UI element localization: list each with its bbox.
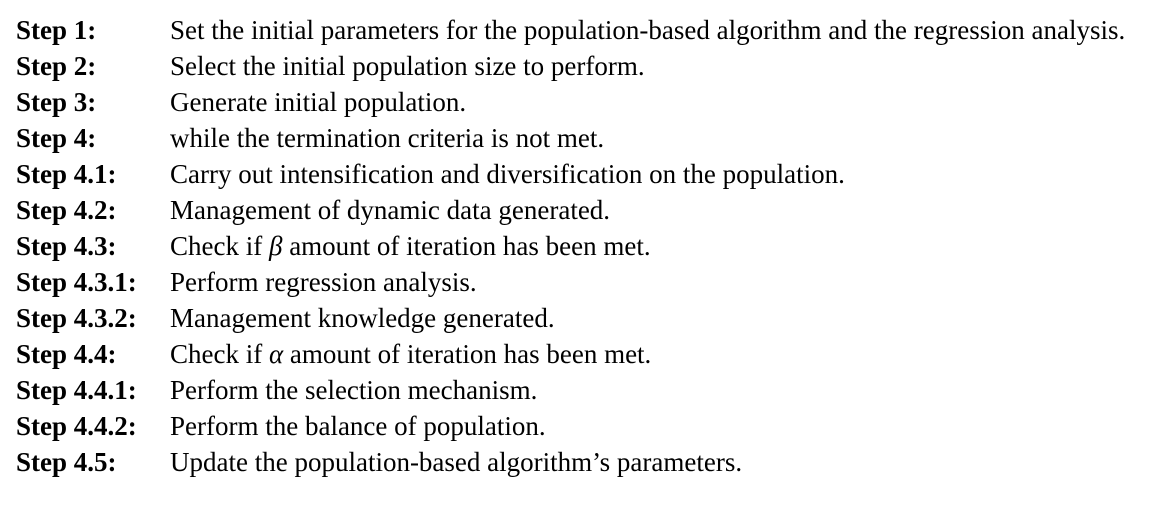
step-label: Step 1: [16, 15, 97, 45]
step-text: Perform the balance of population. [170, 411, 546, 441]
step-text-before-symbol: Check if [170, 339, 269, 369]
step-row-1 [0, 12, 1154, 48]
step-text [170, 228, 1142, 264]
step-text: Management knowledge generated. [170, 303, 555, 333]
step-text: Set the initial parameters for the population-based algorithm and the regression analysis. [170, 15, 1126, 45]
step-text: Select the initial population size to perform. [170, 51, 645, 81]
step-text: Perform the selection mechanism. [170, 375, 538, 405]
step-row-3 [0, 84, 1154, 120]
step-row-4-3-1 [0, 264, 1154, 300]
step-label: Step 4.1: [16, 159, 117, 189]
step-text: Perform regression analysis. [170, 267, 477, 297]
step-label: Step 4.4.2: [16, 411, 137, 441]
step-row-4 [0, 120, 1154, 156]
step-row-4-4 [0, 336, 1154, 372]
beta-symbol: β [268, 231, 283, 261]
step-label: Step 4.3.2: [16, 303, 137, 333]
step-text [170, 336, 1142, 372]
step-row-4-3 [0, 228, 1154, 264]
step-label: Step 4.3.1: [16, 267, 137, 297]
step-row-4-5 [0, 444, 1154, 480]
step-label: Step 4.5: [16, 447, 117, 477]
step-text: while the termination criteria is not met. [170, 123, 605, 153]
alpha-symbol: α [268, 339, 284, 369]
step-label: Step 4.2: [16, 195, 117, 225]
step-row-4-3-2 [0, 300, 1154, 336]
step-row-4-2 [0, 192, 1154, 228]
step-label: Step 3: [16, 87, 97, 117]
step-row-4-4-2 [0, 408, 1154, 444]
step-text: Generate initial population. [170, 87, 467, 117]
step-text: Management of dynamic data generated. [170, 195, 611, 225]
step-text-after-symbol: amount of iteration has been met. [283, 339, 652, 369]
step-label: Step 4: [16, 123, 97, 153]
step-label: Step 2: [16, 51, 97, 81]
step-label: Step 4.4.1: [16, 375, 137, 405]
step-text: Carry out intensification and diversification on the population. [170, 159, 845, 189]
step-text: Update the population-based algorithm’s parameters. [170, 447, 743, 477]
step-row-2 [0, 48, 1154, 84]
step-label: Step 4.3: [16, 231, 117, 261]
step-row-4-4-1 [0, 372, 1154, 408]
step-text-before-symbol: Check if [170, 231, 269, 261]
step-text-after-symbol: amount of iteration has been met. [282, 231, 651, 261]
step-label: Step 4.4: [16, 339, 117, 369]
step-row-4-1 [0, 156, 1154, 192]
